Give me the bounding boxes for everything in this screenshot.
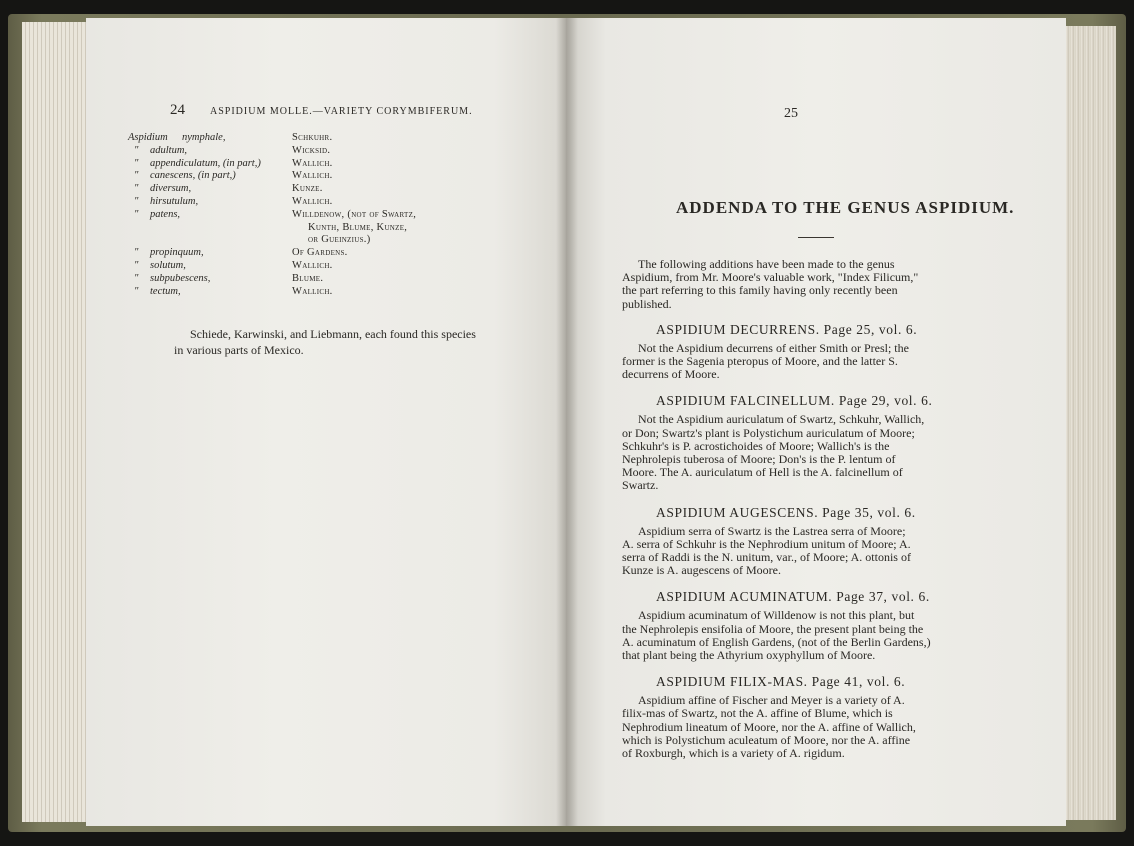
section-line: Not the Aspidium auriculatum of Swartz, Schkuhr, Wallich, (638, 412, 925, 427)
section-line: decurrens of Moore. (622, 367, 720, 382)
synonym-prefix: " (134, 196, 139, 207)
synonym-authority: Wallich. (292, 260, 333, 271)
section-line: the Nephrolepis ensifolia of Moore, the present plant being the (622, 621, 924, 636)
section-heading: ASPIDIUM FALCINELLUM. Page 29, vol. 6. (656, 393, 933, 409)
synonym-name: patens, (150, 208, 181, 220)
running-head: ASPIDIUM MOLLE.—VARIETY CORYMBIFERUM. (210, 106, 473, 117)
section-line: Kunze is A. augescens of Moore. (622, 563, 781, 578)
synonym-prefix: Aspidium (128, 132, 168, 143)
right-page-number: 25 (784, 106, 798, 121)
intro-line: The following additions have been made to the genus (638, 257, 895, 271)
synonym-authority: or Gueinzius.) (308, 234, 371, 246)
synonym-authority: Kunze. (292, 183, 323, 195)
synonym-name: diversum, (150, 183, 192, 195)
section-line: Aspidium acuminatum of Willdenow is not this plant, but (638, 608, 915, 623)
synonym-authority: Kunth, Blume, Kunze, (308, 221, 408, 233)
section-line: serra of Raddi is the N. unitum, var., of Moore; A. ottonis of (622, 550, 911, 564)
section-line: A. serra of Schkuhr is the Nephrodium unitum of Moore; A. (622, 536, 911, 551)
synonym-authority: Wallich. (292, 285, 333, 297)
synonym-name: propinquum, (150, 247, 204, 259)
intro-line: the part referring to this family having only recently been (622, 283, 898, 298)
synonym-name: subpubescens, (150, 272, 211, 284)
synonym-prefix: " (134, 272, 139, 284)
section-line: that plant being the Athyrium oxyphyllum of Moore. (622, 648, 876, 662)
section-line: Nephrolepis tuberosa of Moore; Don's is the P. lentum of (622, 452, 896, 466)
section-line: Nephrodium lineatum of Moore, nor the A. affine of Wallich, (622, 719, 916, 734)
synonym-prefix: " (134, 208, 139, 220)
synonym-prefix: " (134, 144, 139, 156)
synonym-prefix: " (134, 260, 139, 271)
closing-line-2: in various parts of Mexico. (174, 343, 304, 357)
section-heading: ASPIDIUM FILIX-MAS. Page 41, vol. 6. (656, 674, 906, 690)
section-line: which is Polystichum aculeatum of Moore, nor the A. affine (622, 732, 911, 747)
synonym-authority: Wicksid. (292, 144, 331, 156)
synonym-name: canescens, (in part,) (150, 170, 236, 182)
synonym-authority: Of Gardens. (292, 247, 348, 259)
section-line: of Roxburgh, which is a variety of A. rigidum. (622, 746, 845, 760)
addenda-title: ADDENDA TO THE GENUS ASPIDIUM. (676, 198, 1015, 217)
synonym-authority: Schkuhr. (292, 132, 333, 143)
page-edges-right (1060, 26, 1116, 820)
synonym-name: tectum, (150, 285, 181, 297)
closing-line-1: Schiede, Karwinski, and Liebmann, each found this species (190, 327, 476, 341)
synonym-authority: Wallich. (292, 170, 333, 182)
synonym-authority: Wallich. (292, 157, 333, 169)
section-heading: ASPIDIUM DECURRENS. Page 25, vol. 6. (656, 321, 918, 337)
section-line: Aspidium serra of Swartz is the Lastrea serra of Moore; (638, 523, 906, 538)
synonym-name: adultum, (150, 144, 188, 156)
synonym-name: nymphale, (182, 132, 226, 143)
section-line: Aspidium affine of Fischer and Meyer is a variety of A. (638, 693, 905, 708)
section-heading: ASPIDIUM ACUMINATUM. Page 37, vol. 6. (656, 589, 930, 605)
synonym-name: solutum, (150, 260, 186, 271)
synonym-name: appendiculatum, (in part,) (150, 157, 261, 169)
section-line: Schkuhr's is P. acrostichoides of Moore; Wallich's is the (622, 438, 890, 453)
page-edges-left (22, 22, 92, 822)
synonym-authority: Willdenow, (not of Swartz, (292, 208, 417, 220)
section-line: Not the Aspidium decurrens of either Smith or Presl; the (638, 340, 909, 355)
intro-line: Aspidium, from Mr. Moore's valuable work, "Index Filicum," (622, 270, 919, 285)
left-page (86, 18, 566, 826)
title-rule (798, 237, 834, 238)
section-line: former is the Sagenia pteropus of Moore, and the latter S. (622, 354, 898, 368)
section-line: filix-mas of Swartz, not the A. affine of Blume, which is (622, 706, 893, 721)
section-line: A. acuminatum of English Gardens, (not of the Berlin Gardens,) (622, 634, 931, 649)
section-line: or Don; Swartz's plant is Polystichum auriculatum of Moore; (622, 425, 915, 440)
section-heading: ASPIDIUM AUGESCENS. Page 35, vol. 6. (656, 504, 916, 520)
synonym-prefix: " (134, 247, 139, 259)
synonym-prefix: " (134, 183, 139, 195)
synonym-authority: Wallich. (292, 196, 333, 207)
left-page-number: 24 (170, 102, 185, 118)
synonym-name: hirsutulum, (150, 196, 199, 207)
synonym-prefix: " (134, 170, 139, 182)
section-line: Swartz. (622, 478, 659, 493)
intro-line: published. (622, 296, 672, 311)
right-page (566, 18, 1066, 826)
gutter-shadow (556, 18, 578, 826)
synonym-prefix: " (134, 285, 139, 297)
synonym-prefix: " (134, 157, 139, 169)
synonym-authority: Blume. (292, 272, 324, 284)
section-line: Moore. The A. auriculatum of Hell is the A. falcinellum of (622, 465, 903, 480)
